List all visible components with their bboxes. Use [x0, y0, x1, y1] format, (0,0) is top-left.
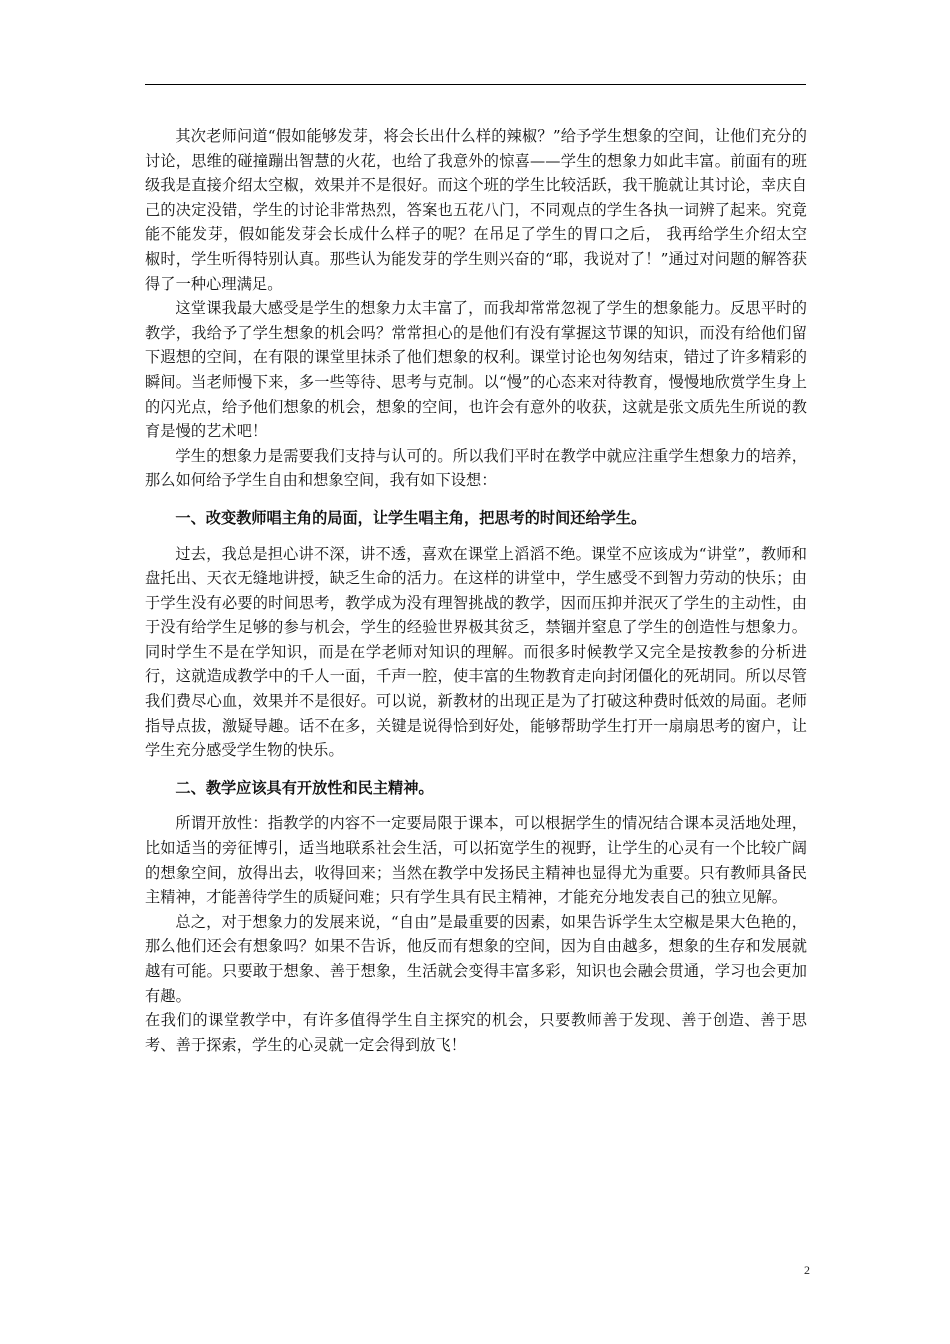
header-rule [145, 84, 806, 85]
paragraph-intro-2: 这堂课我最大感受是学生的想象力太丰富了，而我却常常忽视了学生的想象能力。反思平时的教学，我给予了学生想象的机会吗？常常担心的是他们有没有掌握这节课的知识，而没有给他们留下遐想的空间，在有限的课堂里抹杀了他们想象的权利。课堂讨论也匆匆结束，错过了许多精彩的瞬间。当老师慢下来，多一些等待、思考与克制。以“慢”的心态来对待教育，慢慢地欣赏学生身上的闪光点，给予他们想象的机会，想象的空间，也许会有意外的收获，这就是张文质先生所说的教育是慢的艺术吧！ [145, 299, 807, 441]
paragraph-intro-3: 学生的想象力是需要我们支持与认可的。所以我们平时在教学中就应注重学生想象力的培养，那么如何给予学生自由和想象空间，我有如下设想： [145, 446, 807, 490]
spacer [145, 763, 807, 776]
spacer [145, 531, 807, 542]
page-number: 2 [804, 1263, 810, 1277]
section-heading-2: 二、教学应该具有开放性和民主精神。 [175, 778, 434, 797]
document-body [145, 124, 807, 1057]
paragraph-section-2a: 所谓开放性：指教学的内容不一定要局限于课本，可以根据学生的情况结合课本灵活地处理，比如适当的旁征博引，适当地联系社会生活，可以拓宽学生的视野，让学生的心灵有一个比较广阔的想象空间，放得出去，收得回来；当然在教学中发扬民主精神也显得尤为重要。只有教师具备民主精神，才能善待学生的质疑问难；只有学生具有民主精神，才能充分地发表自己的独立见解。 [145, 814, 807, 907]
paragraph-section-2b: 总之，对于想象力的发展来说，“自由”是最重要的因素，如果告诉学生太空椒是果大色艳的，那么他们还会有想象吗？如果不告诉，他反而有想象的空间，因为自由越多，想象的生存和发展就越有可能。只要敢于想象、善于想象，生活就会变得丰富多彩，知识也会融会贯通，学习也会更加有趣。 [145, 912, 807, 1005]
spacer [145, 800, 807, 811]
paragraph-intro-1: 其次老师问道“假如能够发芽，将会长出什么样的辣椒？”给予学生想象的空间，让他们充分的讨论，思维的碰撞蹦出智慧的火花，也给了我意外的惊喜——学生的想象力如此丰富。前面有的班级我是直接介绍太空椒，效果并不是很好。而这个班的学生比较活跃，我干脆就让其讨论，幸庆自己的决定没错，学生的讨论非常热烈，答案也五花八门，不同观点的学生各执一词辨了起来。究竟能不能发芽，假如能发芽会长成什么样子的呢？在吊足了学生的胃口之后， 我再给学生介绍太空椒时，学生听得特别认真。那些认为能发芽的学生则兴奋的“耶，我说对了！”通过对问题的解答获得了一种心理满足。 [145, 127, 807, 293]
paragraph-closing: 在我们的课堂教学中，有许多值得学生自主探究的机会，只要教师善于发现、善于创造、善于思考、善于探索，学生的心灵就一定会得到放飞！ [145, 1011, 807, 1054]
section-heading-1: 一、改变教师唱主角的局面，让学生唱主角，把思考的时间还给学生。 [175, 508, 647, 527]
spacer [145, 493, 807, 506]
paragraph-section-1: 过去，我总是担心讲不深，讲不透，喜欢在课堂上滔滔不绝。课堂不应该成为“讲堂”，教师和盘托出、天衣无缝地讲授，缺乏生命的活力。在这样的讲堂中，学生感受不到智力劳动的快乐；由于学生没有必要的时间思考，教学成为没有理智挑战的教学，因而压抑并泯灭了学生的主动性，由于没有给学生足够的参与机会，学生的经验世界极其贫乏，禁锢并窒息了学生的创造性与想象力。同时学生不是在学知识，而是在学老师对知识的理解。而很多时候教学又完全是按教参的分析进行，这就造成教学中的千人一面，千声一腔，使丰富的生物教育走向封闭僵化的死胡同。所以尽管我们费尽心血，效果并不是很好。可以说，新教材的出现正是为了打破这种费时低效的局面。老师指导点拔，激疑导趣。话不在多，关键是说得恰到好处，能够帮助学生打开一扇扇思考的窗户，让学生充分感受学生物的快乐。 [145, 544, 807, 760]
